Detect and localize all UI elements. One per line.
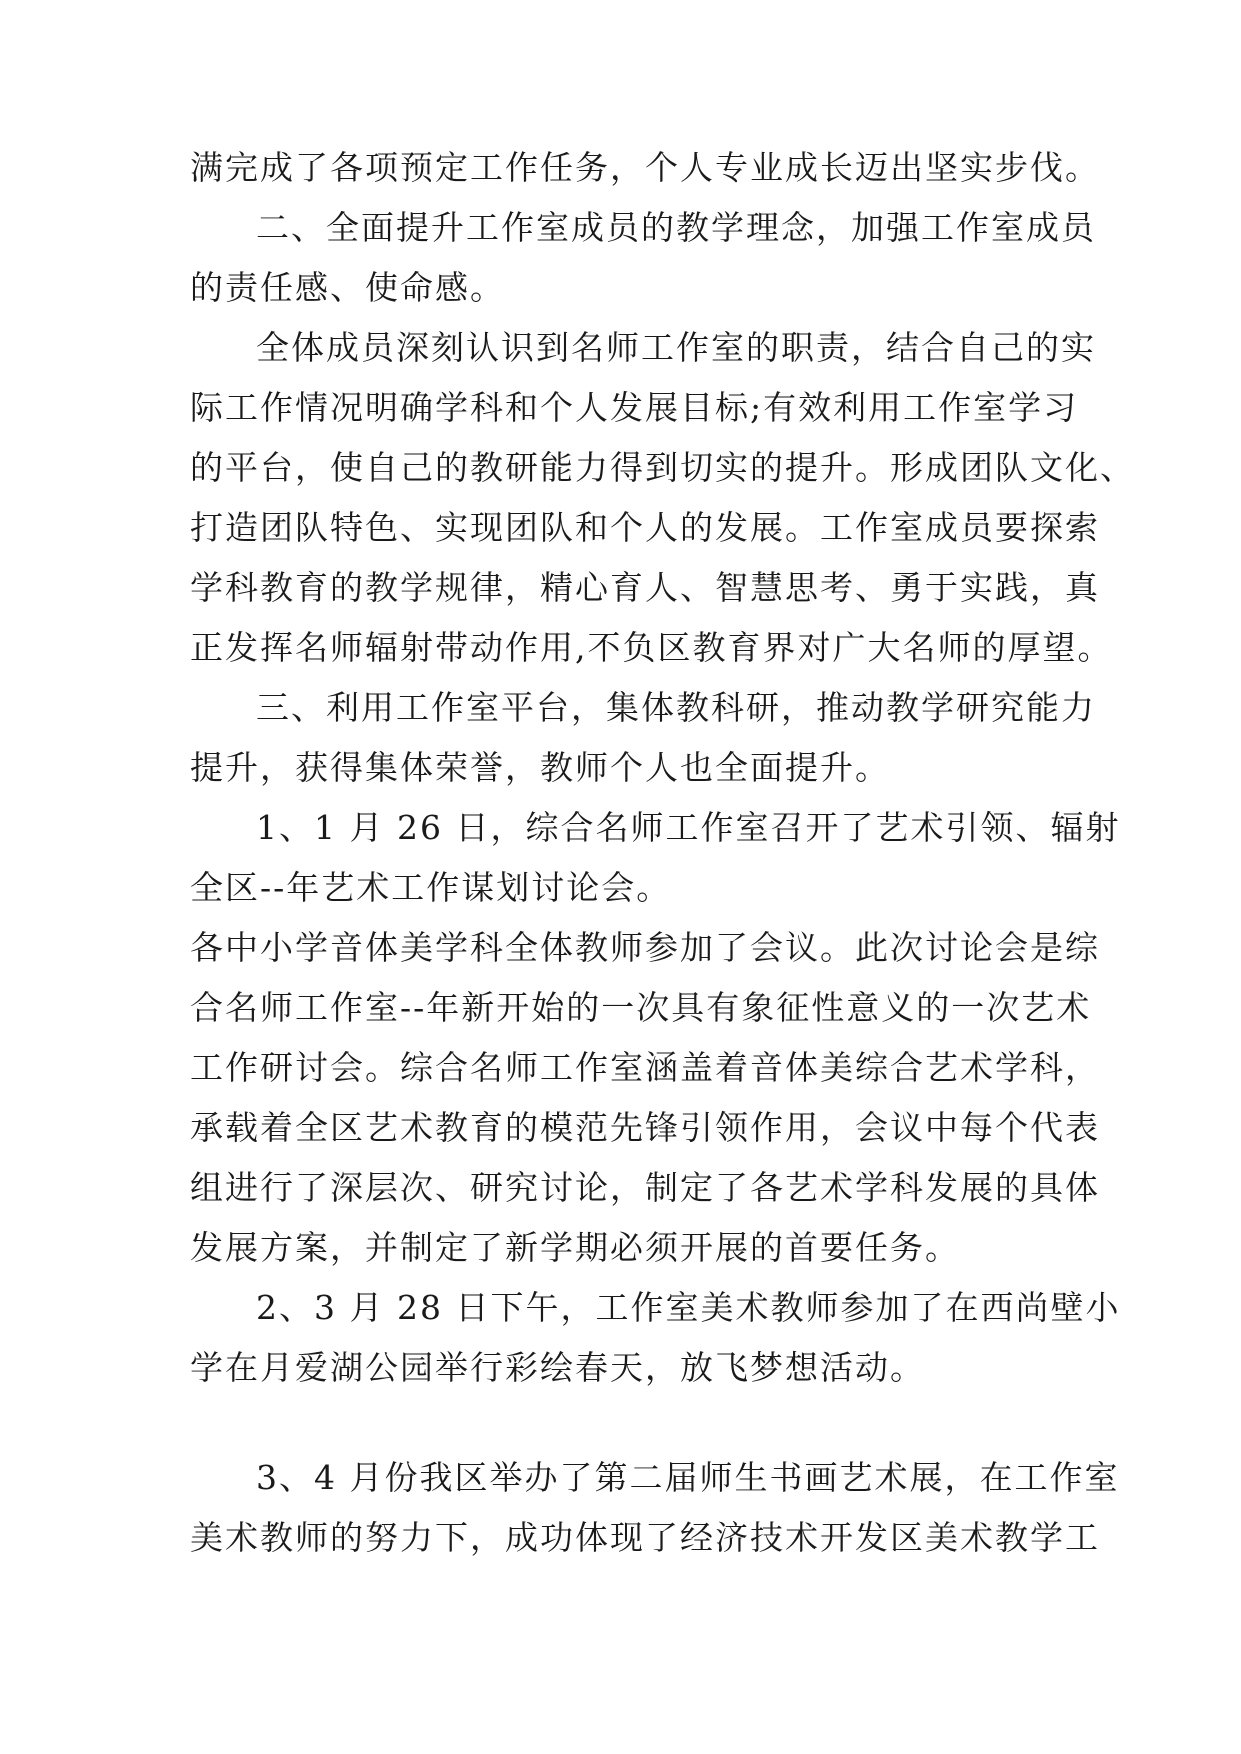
text-line: 的责任感、使命感。 (190, 268, 505, 307)
text-line: 组进行了深层次、研究讨论，制定了各艺术学科发展的具体 (190, 1168, 1100, 1207)
text-line: 正发挥名师辐射带动作用,不负区教育界对广大名师的厚望。 (190, 628, 1113, 667)
text-line: 全体成员深刻认识到名师工作室的职责，结合自己的实 (256, 328, 1096, 367)
text-line: 工作研讨会。综合名师工作室涵盖着音体美综合艺术学科， (190, 1048, 1100, 1087)
list-item: 3、4 月份我区举办了第二届师生书画艺术展，在工作室 (256, 1458, 1120, 1497)
text-line: 提升，获得集体荣誉，教师个人也全面提升。 (190, 748, 890, 787)
list-item: 2、3 月 28 日下午，工作室美术教师参加了在西尚壁小 (256, 1288, 1121, 1327)
text-line: 际工作情况明确学科和个人发展目标;有效利用工作室学习 (190, 388, 1079, 427)
text-line: 学科教育的教学规律，精心育人、智慧思考、勇于实践，真 (190, 568, 1100, 607)
text-line: 美术教师的努力下，成功体现了经济技术开发区美术教学工 (190, 1518, 1100, 1557)
text-line: 全区--年艺术工作谋划讨论会。 (190, 868, 672, 907)
list-item: 1、1 月 26 日，综合名师工作室召开了艺术引领、辐射 (256, 808, 1121, 847)
text-line: 发展方案，并制定了新学期必须开展的首要任务。 (190, 1228, 960, 1267)
text-line: 打造团队特色、实现团队和个人的发展。工作室成员要探索 (190, 508, 1100, 547)
text-line: 承载着全区艺术教育的模范先锋引领作用，会议中每个代表 (190, 1108, 1100, 1147)
text-line: 各中小学音体美学科全体教师参加了会议。此次讨论会是综 (190, 928, 1100, 967)
section-heading: 二、全面提升工作室成员的教学理念，加强工作室成员 (256, 208, 1096, 247)
text-line: 合名师工作室--年新开始的一次具有象征性意义的一次艺术 (190, 988, 1092, 1027)
text-line: 的平台，使自己的教研能力得到切实的提升。形成团队文化、 (190, 448, 1135, 487)
text-line: 学在月爱湖公园举行彩绘春天，放飞梦想活动。 (190, 1348, 925, 1387)
section-heading: 三、利用工作室平台，集体教科研，推动教学研究能力 (256, 688, 1096, 727)
text-line: 满完成了各项预定工作任务，个人专业成长迈出坚实步伐。 (190, 148, 1100, 187)
